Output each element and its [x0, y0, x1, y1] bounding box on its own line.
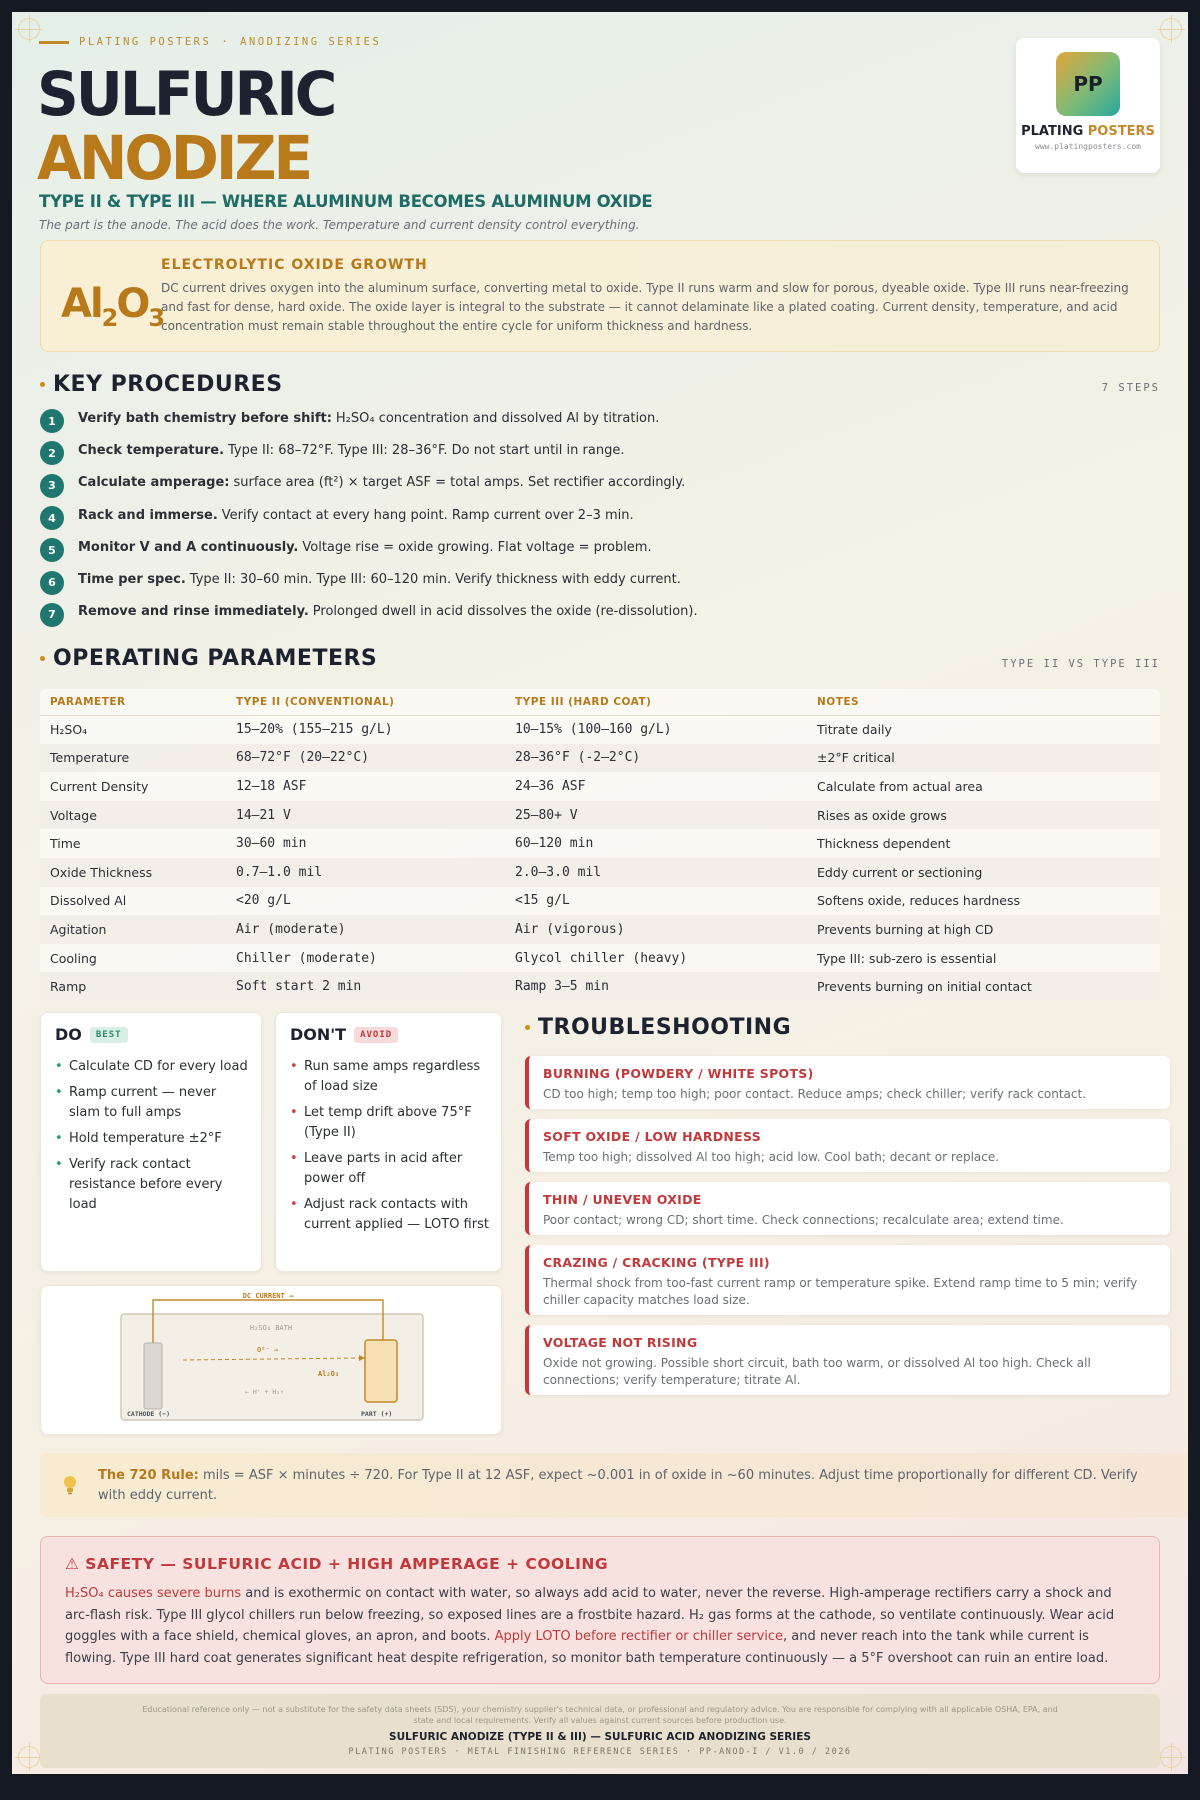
- table-cell: Oxide Thickness: [40, 858, 226, 887]
- safety-title: ⚠ SAFETY — SULFURIC ACID + HIGH AMPERAGE + COOLING: [65, 1555, 609, 1573]
- logo-name: [1016, 124, 1160, 139]
- dont-card-head: [290, 1025, 398, 1044]
- dont-item: • Leave parts in acid after power off: [290, 1149, 489, 1189]
- table-row: [40, 744, 1160, 773]
- table-cell: 15–20% (155–215 g/L): [236, 722, 393, 738]
- oxygen-ion-label: O²⁻ →: [257, 1346, 279, 1354]
- formula-sub-3: 3: [148, 304, 164, 332]
- table-cell: <20 g/L: [236, 893, 291, 909]
- dc-current-label: DC CURRENT →: [242, 1292, 294, 1300]
- table-cell: Air (vigorous): [505, 915, 807, 944]
- logo-url: www.platingposters.com: [1035, 142, 1141, 151]
- table-cell: Time: [50, 836, 81, 852]
- do-item: • Verify rack contact resistance before every load: [55, 1155, 249, 1215]
- table-cell: 24–36 ASF: [515, 778, 586, 794]
- step-number: 3: [40, 474, 64, 498]
- table-column-header: PARAMETER: [40, 689, 226, 715]
- dont-item: • Run same amps regardless of load size: [290, 1057, 489, 1097]
- table-row: [40, 887, 1160, 916]
- bath-label: H₂SO₄ BATH: [249, 1324, 293, 1332]
- table-cell: Ramp 3–5 min: [505, 972, 807, 1001]
- troubleshooting-item: [525, 1056, 1170, 1109]
- rule-label: The 720 Rule:: [98, 1468, 199, 1483]
- step-lead: Rack and immerse.: [78, 507, 218, 523]
- part-anode: [365, 1340, 397, 1402]
- procedure-step: [40, 531, 1140, 563]
- table-cell: H₂SO₄: [50, 722, 88, 738]
- safety-highlight-loto: Apply LOTO before rectifier or chiller service: [494, 1629, 784, 1644]
- section-troubleshooting-title: [525, 1015, 791, 1040]
- step-number: 6: [40, 571, 64, 595]
- table-cell: ±2°F critical: [807, 744, 1160, 773]
- table-cell: 10–15% (100–160 g/L): [515, 722, 672, 738]
- troubleshooting-item: [525, 1325, 1170, 1395]
- logo-name-a: PLATING: [1021, 124, 1084, 139]
- rule-body: mils = ASF × minutes ÷ 720. For Type II at 12 ASF, expect ~0.001 in of oxide in ~60 minutes. Adjust time proportionally for different CD. Verify with eddy current.: [98, 1468, 1138, 1503]
- eyebrow-separator: ·: [221, 36, 231, 48]
- table-cell: 68–72°F (20–22°C): [226, 744, 505, 773]
- procedure-step: [40, 434, 1140, 466]
- section-dot: [40, 656, 45, 661]
- do-list: [55, 1057, 249, 1221]
- step-number: 7: [40, 603, 64, 627]
- troubleshooting-item: [525, 1119, 1170, 1172]
- table-cell: Titrate daily: [817, 722, 892, 738]
- table-row: [40, 829, 1160, 858]
- troubleshooting-item-body: Thermal shock from too-fast current ramp or temperature spike. Extend ramp time to 5 min; verify chiller capacity matches load size.: [543, 1276, 1138, 1307]
- do-item: • Hold temperature ±2°F: [55, 1129, 249, 1149]
- lightbulb-icon: [62, 1475, 78, 1500]
- poster: [12, 12, 1188, 1774]
- safety-text-2: , and never reach into the tank while current is flowing. Type III hard coat generates significant heat despite refrigeration, so monitor bath temperature continuously — a 5°F overshoot can ruin an entire load.: [65, 1629, 1109, 1666]
- eyebrow: [39, 36, 381, 48]
- section-dot: [40, 382, 45, 387]
- step-text: Type II: 68–72°F. Type III: 28–36°F. Do not start until in range.: [228, 442, 625, 458]
- table-cell: Calculate from actual area: [817, 778, 983, 794]
- parameters-meta: TYPE II VS TYPE III: [1001, 658, 1160, 670]
- step-lead: Check temperature.: [78, 442, 225, 458]
- procedure-step: [40, 402, 1140, 434]
- title-line-2: ANODIZE: [37, 122, 311, 194]
- step-lead: Time per spec.: [78, 572, 186, 588]
- oxide-label: Al₂O₃: [318, 1370, 340, 1378]
- step-text: Voltage rise = oxide growing. Flat voltage = problem.: [302, 539, 652, 555]
- table-column-header: TYPE III (HARD COAT): [505, 689, 807, 715]
- step-text: surface area (ft²) × target ASF = total amps. Set rectifier accordingly.: [233, 475, 686, 491]
- dont-item: • Adjust rack contacts with current applied — LOTO first: [290, 1195, 489, 1235]
- intro-body: DC current drives oxygen into the aluminum surface, converting metal to oxide. Type II runs warm and slow for porous, dyeable oxide. Type III runs near-freezing and fast for dense, hard oxide. The oxide layer is integral to the substrate — it cannot delaminate like a plated coating. Current density, temperature, and acid concentration must remain stable throughout the entire cycle for uniform thickness and hardness.: [161, 281, 1129, 333]
- anodize-cell-diagram-card: [40, 1285, 502, 1435]
- subtitle: TYPE II & TYPE III — WHERE ALUMINUM BECOMES ALUMINUM OXIDE: [39, 192, 653, 211]
- intro-heading: ELECTROLYTIC OXIDE GROWTH: [161, 257, 428, 273]
- table-header-row: [40, 689, 1160, 715]
- dont-list: [290, 1057, 489, 1241]
- table-cell: Prevents burning on initial contact: [807, 972, 1160, 1001]
- table-cell: 30–60 min: [236, 836, 307, 852]
- rule-text: [98, 1466, 1168, 1506]
- troubleshooting-item-body: Poor contact; wrong CD; short time. Check connections; recalculate area; extend time.: [543, 1213, 1064, 1227]
- table-cell: 2.0–3.0 mil: [505, 858, 807, 887]
- table-cell: Type III: sub-zero is essential: [817, 950, 997, 966]
- step-text: Type II: 30–60 min. Type III: 60–120 min. Verify thickness with eddy current.: [189, 572, 681, 588]
- table-cell: Soft start 2 min: [226, 972, 505, 1001]
- step-number: 2: [40, 441, 64, 465]
- eyebrow-bar: [39, 41, 69, 44]
- table-row: [40, 715, 1160, 744]
- section-dot: [525, 1025, 530, 1030]
- table-row: [40, 772, 1160, 801]
- step-text: Prolonged dwell in acid dissolves the oxide (re-dissolution).: [312, 604, 698, 620]
- part-label: PART (+): [361, 1410, 393, 1418]
- do-item: • Ramp current — never slam to full amps: [55, 1083, 249, 1123]
- step-lead: Verify bath chemistry before shift:: [78, 410, 332, 426]
- troubleshooting-item-body: CD too high; temp too high; poor contact. Reduce amps; check chiller; verify rack contact.: [543, 1087, 1087, 1101]
- step-number: 1: [40, 409, 64, 433]
- eyebrow-series: PLATING POSTERS: [79, 36, 212, 48]
- table-row: [40, 801, 1160, 830]
- section-procedures-label: KEY PROCEDURES: [53, 372, 283, 397]
- corner-mark: [18, 18, 40, 40]
- table-cell: Dissolved Al: [50, 893, 127, 909]
- table-cell: 12–18 ASF: [236, 778, 307, 794]
- logo-name-b: POSTERS: [1087, 124, 1155, 139]
- table-cell: Chiller (moderate): [236, 950, 377, 966]
- table-cell: Current Density: [50, 778, 149, 794]
- intro-card: [40, 240, 1160, 352]
- table-row: [40, 915, 1160, 944]
- table-cell: Prevents burning at high CD: [807, 915, 1160, 944]
- procedure-step: [40, 467, 1140, 499]
- dont-item: • Let temp drift above 75°F (Type II): [290, 1103, 489, 1143]
- procedure-step: [40, 596, 1140, 628]
- troubleshooting-item-body: Temp too high; dissolved Al too high; acid low. Cool bath; decant or replace.: [543, 1150, 1000, 1164]
- troubleshooting-item-title: THIN / UNEVEN OXIDE: [543, 1192, 702, 1207]
- logo-card: [1016, 38, 1160, 173]
- troubleshooting-item: [525, 1182, 1170, 1235]
- table-cell: Eddy current or sectioning: [807, 858, 1160, 887]
- dont-card: [275, 1012, 502, 1272]
- procedure-step: [40, 563, 1140, 595]
- step-text: H₂SO₄ concentration and dissolved Al by titration.: [335, 410, 660, 426]
- formula-o: O: [116, 281, 149, 327]
- table-cell: Voltage: [40, 801, 226, 830]
- table-cell: Cooling: [50, 950, 97, 966]
- step-number: 5: [40, 538, 64, 562]
- troubleshooting-item-title: SOFT OXIDE / LOW HARDNESS: [543, 1129, 762, 1144]
- table-row: [40, 972, 1160, 1001]
- section-troubleshooting-label: TROUBLESHOOTING: [538, 1015, 792, 1040]
- troubleshooting-item-title: VOLTAGE NOT RISING: [543, 1335, 698, 1350]
- title-line-1: SULFURIC: [37, 58, 335, 130]
- best-badge: BEST: [90, 1027, 128, 1043]
- table-cell: 14–21 V: [226, 801, 505, 830]
- parameters-table: [40, 689, 1160, 1001]
- formula-sub-2: 2: [101, 304, 117, 332]
- troubleshooting-item-title: CRAZING / CRACKING (TYPE III): [543, 1255, 770, 1270]
- step-lead: Remove and rinse immediately.: [78, 604, 309, 620]
- safety-text-1: and is exothermic on contact with water, so always add acid to water, never the reverse. High-amperage rectifiers carry a shock and arc-flash risk. Type III glycol chillers run below freezing, so exposed lines are a frostbite hazard. H₂ gas forms at the cathode, so ventilate continuously. Wear acid goggles with a face shield, chemical gloves, an apron, and boots.: [65, 1586, 1115, 1644]
- formula-al: Al: [61, 281, 102, 327]
- safety-body: [65, 1583, 1140, 1669]
- do-card: [40, 1012, 262, 1272]
- table-cell: Ramp: [40, 972, 226, 1001]
- table-cell: Glycol chiller (heavy): [515, 950, 688, 966]
- table-body: [40, 715, 1160, 1001]
- hydrogen-label: ← H⁺ + H₂↑: [245, 1388, 285, 1396]
- section-parameters-title: [40, 646, 377, 671]
- table-cell: Thickness dependent: [817, 836, 951, 852]
- footer-title: SULFURIC ANODIZE (TYPE II & III) — SULFURIC ACID ANODIZING SERIES: [389, 1731, 811, 1743]
- step-text: Verify contact at every hang point. Ramp current over 2–3 min.: [221, 507, 634, 523]
- avoid-badge: AVOID: [354, 1027, 398, 1043]
- cathode-label: CATHODE (−): [127, 1410, 171, 1418]
- table-row: [40, 944, 1160, 973]
- procedure-steps: [40, 402, 1140, 628]
- troubleshooting-item-title: BURNING (POWDERY / WHITE SPOTS): [543, 1066, 814, 1081]
- logo-badge: PP: [1056, 52, 1120, 116]
- table-cell: Agitation: [40, 915, 226, 944]
- footer-disclaimer: Educational reference only — not a substitute for the safety data sheets (SDS), your chemistry supplier's technical data, or professional and regulatory advice. You are responsible for complying with all applicable OSHA, EPA, and state and local requirements. Verify all values against current sources before production use.: [142, 1705, 1058, 1725]
- rule-callout: [40, 1453, 1188, 1517]
- dont-title: DON'T: [290, 1025, 347, 1044]
- safety-card: [40, 1536, 1160, 1684]
- troubleshooting-item-body: Oxide not growing. Possible short circuit, bath too warm, or dissolved Al too high. Check all connections; verify temperature; titrate Al.: [543, 1356, 1091, 1387]
- step-lead: Calculate amperage:: [78, 475, 230, 491]
- corner-mark: [18, 1746, 40, 1768]
- corner-mark: [1160, 18, 1182, 40]
- table-cell: Temperature: [40, 744, 226, 773]
- do-title: DO: [55, 1025, 82, 1044]
- footer-series: PLATING POSTERS · METAL FINISHING REFERENCE SERIES · PP-ANOD-I / V1.0 / 2026: [348, 1747, 852, 1757]
- table-cell: Air (moderate): [226, 915, 505, 944]
- step-number: 4: [40, 506, 64, 530]
- table-row: [40, 858, 1160, 887]
- table-cell: 28–36°F (-2–2°C): [505, 744, 807, 773]
- table-cell: 25–80+ V: [505, 801, 807, 830]
- do-item: • Calculate CD for every load: [55, 1057, 249, 1077]
- section-procedures-title: [40, 372, 283, 397]
- table-cell: Softens oxide, reduces hardness: [817, 893, 1021, 909]
- table-cell: Rises as oxide grows: [807, 801, 1160, 830]
- do-card-head: [55, 1025, 128, 1044]
- eyebrow-subseries: ANODIZING SERIES: [240, 36, 382, 48]
- footer: [40, 1694, 1160, 1768]
- table-cell: 0.7–1.0 mil: [226, 858, 505, 887]
- table-cell: 60–120 min: [515, 836, 594, 852]
- procedure-step: [40, 499, 1140, 531]
- formula: [61, 281, 163, 332]
- troubleshooting-item: [525, 1245, 1170, 1315]
- tagline: The part is the anode. The acid does the work. Temperature and current density control everything.: [39, 218, 640, 232]
- corner-mark: [1160, 1746, 1182, 1768]
- table-column-header: TYPE II (CONVENTIONAL): [226, 689, 505, 715]
- procedures-meta: 7 STEPS: [1101, 382, 1160, 394]
- anodize-cell-diagram: [41, 1286, 503, 1436]
- table-cell: <15 g/L: [515, 893, 570, 909]
- cathode-plate: [144, 1343, 162, 1409]
- section-parameters-label: OPERATING PARAMETERS: [53, 646, 378, 671]
- safety-highlight-burns: H₂SO₄ causes severe burns: [65, 1586, 242, 1601]
- table-column-header: NOTES: [807, 689, 1160, 715]
- step-lead: Monitor V and A continuously.: [78, 539, 299, 555]
